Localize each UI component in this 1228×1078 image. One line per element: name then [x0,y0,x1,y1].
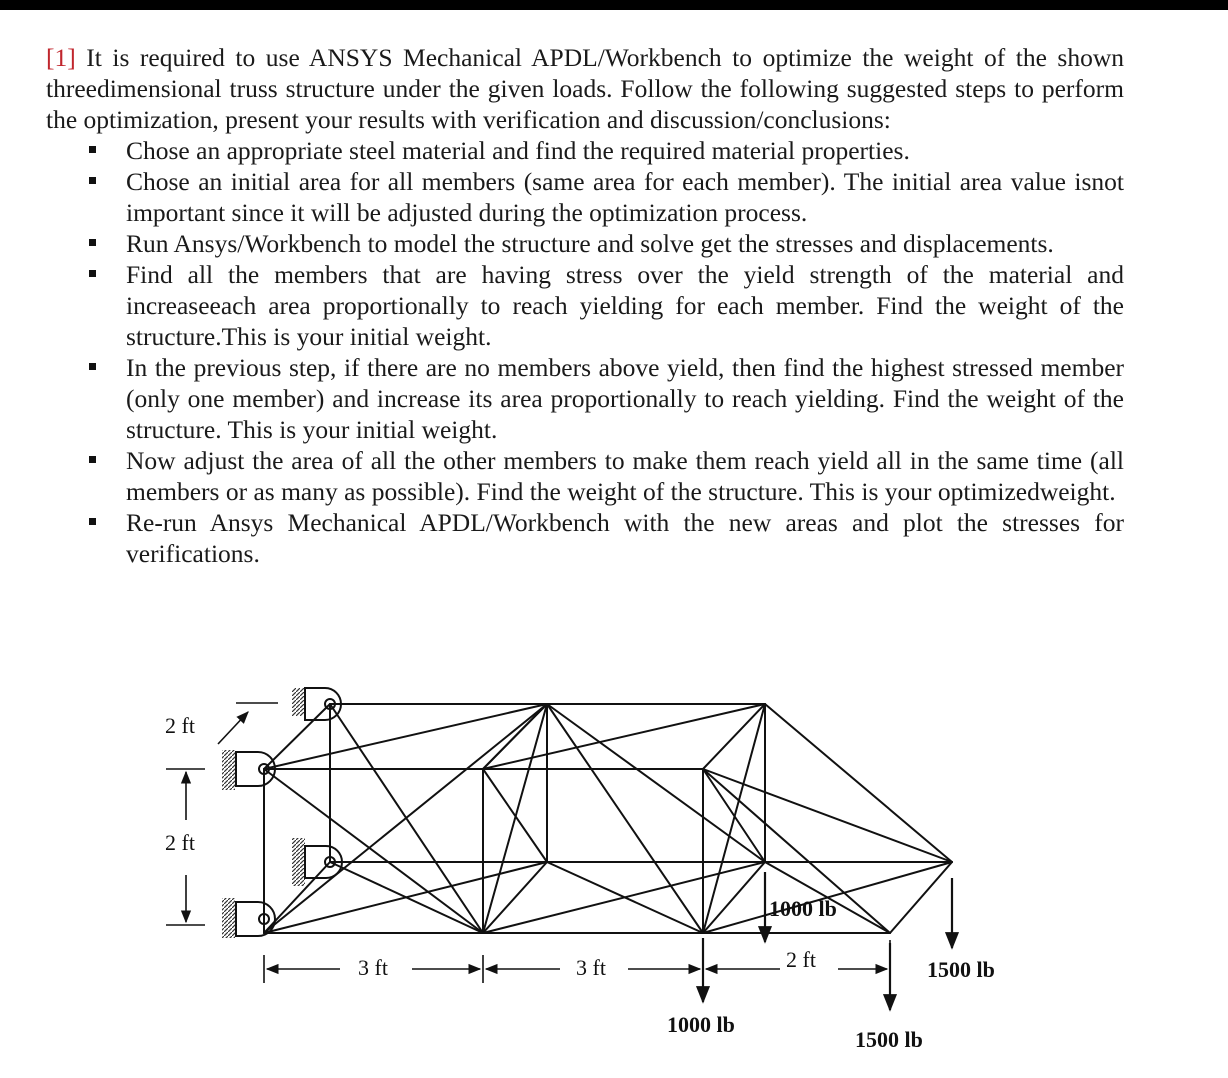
dim-arrow [218,712,248,744]
step-text: Run Ansys/Workbench to model the structure and solve get the stresses and displacements. [126,229,1054,258]
member [765,704,952,862]
problem-intro-text: It is required to use ANSYS Mechanical APDL/Workbench to optimize the weight of the shown threedimensional truss structure under the given loads. Follow the following suggested steps to perform the optimization, present your results with verification and discussion/conclusions: [46,43,1125,134]
step-text: Re-run Ansys Mechanical APDL/Workbench with the new areas and plot the stresses for verifications. [126,508,1124,568]
wall-hatch [292,688,305,716]
step-text: In the previous step, if there are no members above yield, then find the highest stressed member (only one member) and increase its area proportionally to reach yielding. Find the weight of the structure. This is your initial weight. [126,353,1124,444]
dim-label-bay3: 2 ft [786,947,816,972]
load-label-top-tip: 1500 lb [927,957,995,982]
dimension-lines [166,703,890,983]
member [890,862,952,933]
dim-label-height: 2 ft [165,830,195,855]
member [547,704,703,933]
step-text: Find all the members that are having stress over the yield strength of the material and increaseeach area proportionally to reach yielding for each member. Find the weight of the structure.This is your initial weight. [126,260,1124,351]
member [703,769,952,862]
load-arrows [703,872,952,1010]
dim-label-bay2: 3 ft [576,955,606,980]
wall-hatch [222,898,235,938]
truss-members [264,704,952,933]
step-text: Now adjust the area of all the other members to make them reach yield all in the same time (all members or as many as possible). Find the weight of the structure. This is your optimizedweight. [126,446,1124,506]
problem-number: [1] [46,43,76,72]
step-text: Chose an initial area for all members (same area for each member). The initial area value isnot important since it will be adjusted during the optimization process. [126,167,1124,227]
member [547,704,765,862]
load-label-bottom-mid: 1000 lb [667,1012,735,1037]
pin-supports [236,688,342,936]
wall-hatch [222,750,235,790]
dim-label-bay1: 3 ft [358,955,388,980]
load-label-top-mid: 1000 lb [769,896,837,921]
dim-label-depth: 2 ft [165,713,195,738]
step-text: Chose an appropriate steel material and find the required material properties. [126,136,910,165]
wall-hatch [292,838,305,886]
member [264,704,547,933]
load-label-bottom-tip: 1500 lb [855,1027,923,1052]
